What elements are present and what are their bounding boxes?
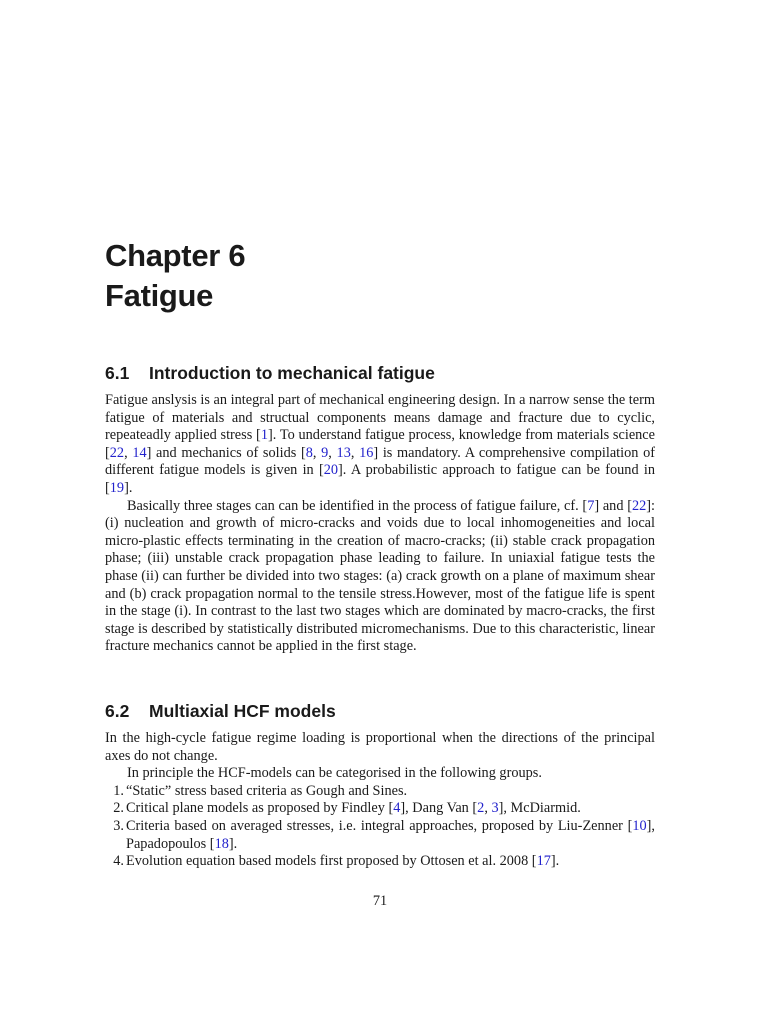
citation-link[interactable]: 10 xyxy=(632,817,647,834)
citation-link[interactable]: 13 xyxy=(336,444,351,461)
citation-link[interactable]: 1 xyxy=(260,427,268,444)
text-run: , xyxy=(484,800,492,817)
text-run: ]: (i) nucleation and growth of micro-cracks and voids due to local inhomogeneities and local micro-plastic effects terminating in the creation of macro-cracks; (ii) stable crack propagation phase; (iii) unstable crack propagation phase leading to failure. In uniaxial fatigue tests the phase (ii) can further be divided into two stages: (a) crack growth on a plane of maximum shear and (b) crack propagation normal to the tensile stress.However, most of the fatigue life is spent in the stage (i). In contrast to the last two stages which are dominated by macro-cracks, the first stage is described by statistically distributed micromechanisms. Due to this characteristic, linear fracture mechanics cannot be applied in the first stage. xyxy=(105,497,655,655)
text-run: ]. xyxy=(228,835,238,852)
text-run: ], Papadopoulos [ xyxy=(126,817,655,852)
chapter-title: Fatigue xyxy=(105,278,214,313)
citation-link[interactable]: 2 xyxy=(477,800,485,817)
text-run: Critical plane models as proposed by Findley [ xyxy=(126,800,394,817)
text-run: , xyxy=(124,444,133,461)
citation-link[interactable]: 17 xyxy=(536,853,551,870)
citation-link[interactable]: 22 xyxy=(109,444,125,461)
citation-link[interactable]: 22 xyxy=(631,497,647,514)
paragraph xyxy=(105,392,655,498)
section-title: Multiaxial HCF models xyxy=(149,701,336,721)
section-heading-6-2 xyxy=(105,700,336,722)
section-number: 6.2 xyxy=(105,701,130,721)
list-marker: 3. xyxy=(113,817,124,834)
citation-link[interactable]: 19 xyxy=(109,479,125,496)
text-run: ] and mechanics of solids [ xyxy=(146,444,306,461)
list-marker: 2. xyxy=(113,800,124,817)
citation-link[interactable]: 20 xyxy=(323,462,339,479)
text-run: Basically three stages can can be identified in the process of fatigue failure, cf. [ xyxy=(127,497,588,514)
citation-link[interactable]: 8 xyxy=(305,444,313,461)
citation-link[interactable]: 14 xyxy=(132,444,147,461)
text-run: ]. A probabilistic approach to fatigue can be found in [ xyxy=(105,462,655,496)
text-run: ], McDiarmid. xyxy=(498,800,581,817)
citation-link[interactable]: 9 xyxy=(321,444,329,461)
text-run: , xyxy=(312,444,322,461)
list-marker: 4. xyxy=(113,853,124,870)
paragraph: In the high-cycle fatigue regime loading is proportional when the directions of the principal axes do not change. xyxy=(105,730,655,764)
text-run: Fatigue anslysis is an integral part of mechanical engineering design. In a narrow sense the term fatigue of materials and structual components means damage and fracture due to cyclic, repeateadly applied stress [ xyxy=(105,392,655,444)
text-run: ]. To understand fatigue process, knowledge from materials science [ xyxy=(105,427,656,461)
section-title: Introduction to mechanical fatigue xyxy=(149,363,435,383)
citation-link[interactable]: 16 xyxy=(359,444,374,461)
section-number: 6.1 xyxy=(105,363,130,383)
list-item xyxy=(105,783,655,801)
text-run: ], Dang Van [ xyxy=(400,800,478,817)
text-run: ] and [ xyxy=(594,497,632,514)
text-run: , xyxy=(350,444,360,461)
citation-link[interactable]: 3 xyxy=(491,800,499,817)
text-run: , xyxy=(328,444,337,461)
text-run: “Static” stress based criteria as Gough and Sines. xyxy=(126,782,408,799)
section-6-2-body xyxy=(105,730,655,871)
page-number: 71 xyxy=(372,893,388,909)
list-marker: 1. xyxy=(113,782,124,799)
text-run: ]. xyxy=(550,853,560,870)
list-item xyxy=(105,800,655,818)
paragraph: In principle the HCF-models can be categorised in the following groups. xyxy=(127,765,542,782)
section-heading-6-1 xyxy=(105,362,435,384)
citation-link[interactable]: 4 xyxy=(393,800,401,817)
text-run: ] is mandatory. A comprehensive compilation of different fatigue models is given in [ xyxy=(105,444,655,479)
citation-link[interactable]: 18 xyxy=(214,835,229,852)
model-category-list xyxy=(105,783,655,871)
text-run: Criteria based on averaged stresses, i.e. integral approaches, proposed by Liu-Zenner [ xyxy=(126,817,633,834)
paragraph xyxy=(105,498,655,656)
list-item xyxy=(105,853,655,871)
list-item xyxy=(105,818,655,853)
text-run: ]. xyxy=(124,479,133,496)
citation-link[interactable]: 7 xyxy=(587,497,595,514)
section-6-1-body xyxy=(105,392,655,656)
chapter-label: Chapter 6 xyxy=(105,238,246,273)
text-run: Evolution equation based models first proposed by Ottosen et al. 2008 [ xyxy=(126,853,537,870)
